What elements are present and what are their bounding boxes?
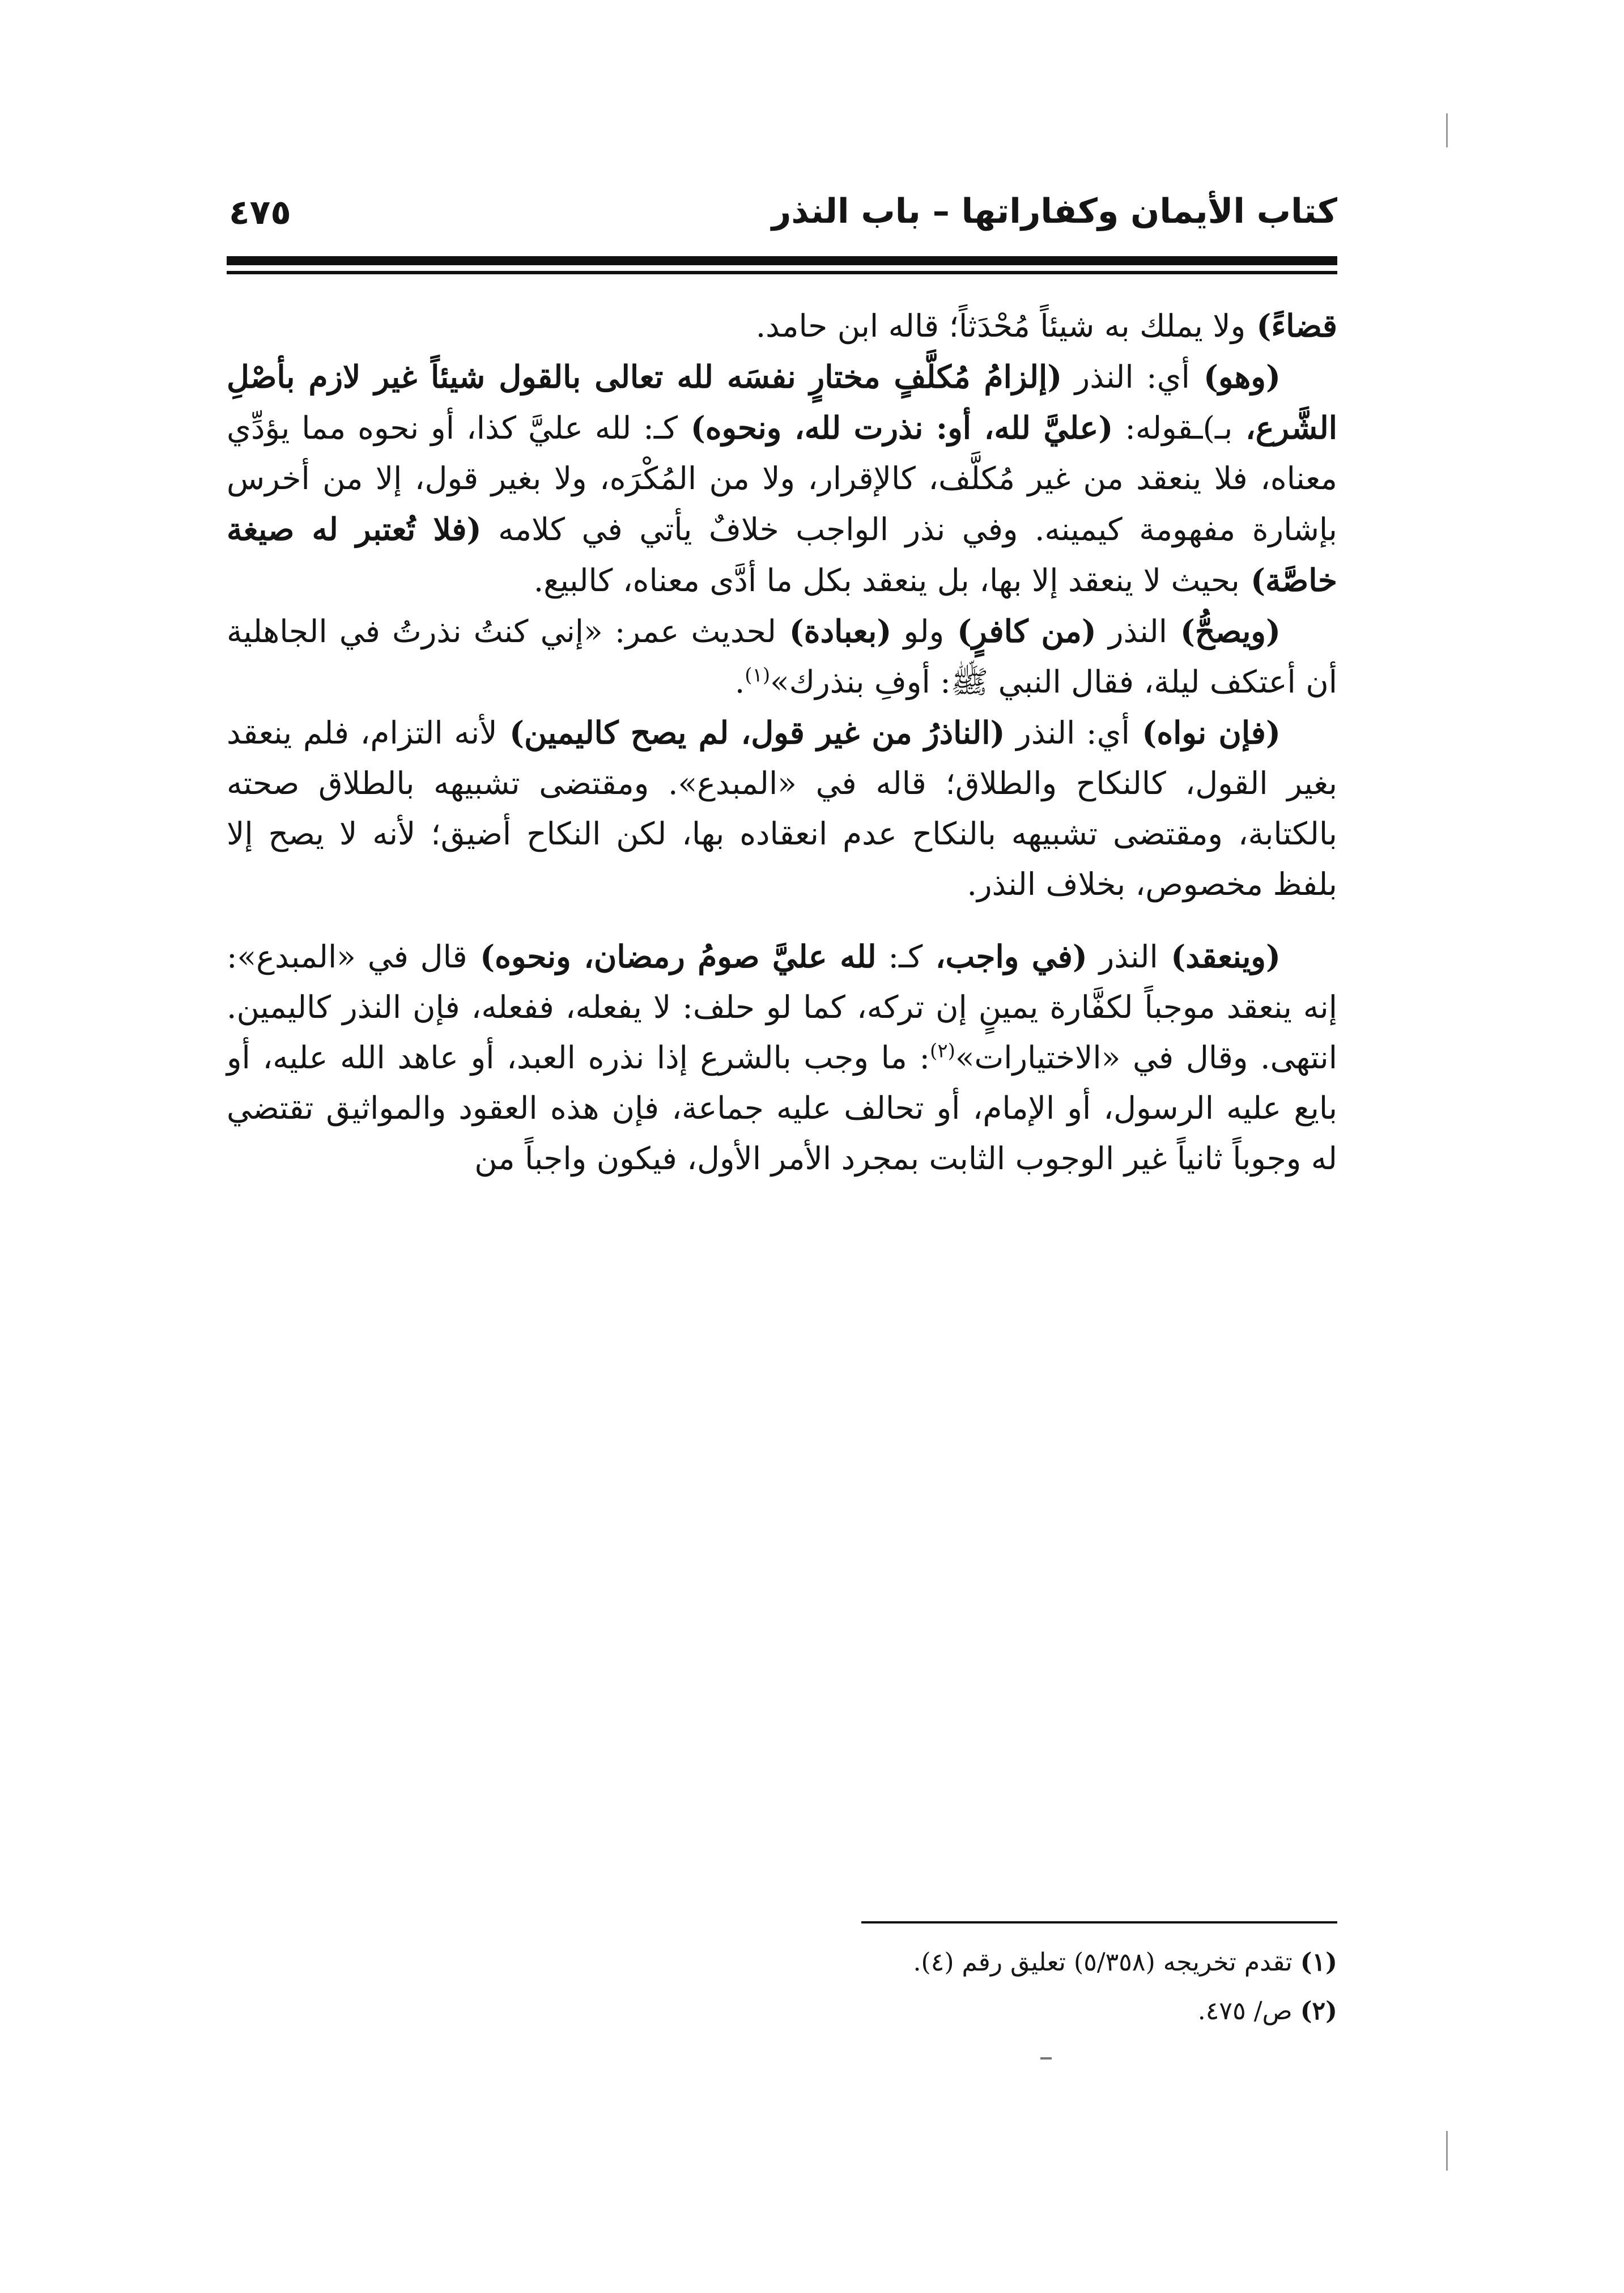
body-text: [227, 300, 1337, 1184]
matn-text: (فلا تُعتبر له صيغة خاصَّة): [227, 511, 1337, 598]
footnote-text: تقدم تخريجه (٥/٣٥٨) تعليق رقم (٤).: [913, 1948, 1300, 1977]
matn-text: (فإن نواه): [1129, 714, 1281, 751]
footnote-number: (١): [1300, 1948, 1337, 1977]
running-header: [227, 181, 1337, 261]
paragraph: [227, 606, 1337, 707]
sharh-text: أي: النذر: [1062, 359, 1190, 395]
matn-text: (وهو): [1189, 358, 1281, 395]
matn-text: (الناذرُ من غير قول، لم يصح كاليمين): [497, 714, 1005, 751]
footnotes: [227, 1938, 1337, 2036]
sharh-text: النذر: [1087, 939, 1158, 975]
footnote-text: ص/ ٤٧٥.: [1197, 1997, 1300, 2026]
sharh-text: .: [734, 664, 745, 700]
matn-text: (إلزامُ مُكلَّفٍ مختارٍ نفسَه لله تعالى بالقول شيئاً غير لازم بأصْلِ الشَّرع،: [227, 358, 1337, 446]
footnote: [227, 1938, 1337, 1987]
sharh-text: كـ: لله عليَّ كذا، أو نحوه مما يؤدِّي معناه، فلا ينعقد من غير مُكلَّف، كالإقرار، ولا من المُكْرَه، ولا بغير قول، إلا من أخرس بإشارة مفهومة كيمينه. وفي نذر الواجب خلافٌ يأتي في كلامه: [227, 410, 1337, 547]
footnote-ref: (٢): [930, 1039, 955, 1063]
matn-text: (بعبادة): [776, 613, 892, 649]
sharh-text: كـ:: [876, 939, 923, 975]
header-title: كتاب الأيمان وكفاراتها – باب النذر: [771, 192, 1337, 231]
matn-text: (عليَّ لله، أو: نذرت لله، ونحوه): [678, 409, 1113, 446]
page-number: ٤٧٥: [229, 193, 291, 232]
header-rule-thick: [227, 256, 1337, 265]
footnote-ref: (١): [745, 664, 771, 687]
header-rule-thin: [227, 271, 1337, 274]
footnote: [227, 1987, 1337, 2036]
sharh-text: لأنه التزام، فلم ينعقد بغير القول، كالنكاح والطلاق؛ قاله في «المبدع». ومقتضى تشبيهه بالطلاق صحته بالكتابة، ومقتضى تشبيهه بالنكاح عدم انعقاده بها، لكن النكاح أضيق؛ لأنه لا يصح إلا بلفظ مخصوص، بخلاف النذر.: [227, 715, 1337, 902]
footnote-number: (٢): [1300, 1997, 1337, 2026]
scan-mark-top: [1446, 113, 1448, 147]
matn-text: قضاءً): [1245, 307, 1337, 344]
sharh-text: قال في «المبدع»: إنه ينعقد موجباً لكفَّارة يمينٍ إن تركه، كما لو حلف: لا يفعله، ففعله، فإن النذر كاليمين. انتهى. وقال في «الاختيارات»: [227, 939, 1337, 1076]
paragraph: [227, 707, 1337, 910]
footnote-rule: [861, 1921, 1337, 1923]
sharh-text: ولو: [891, 613, 945, 649]
scan-dash: [1040, 2057, 1052, 2060]
sharh-text: : ما وجب بالشرع إذا نذره العبد، أو عاهد الله عليه، أو بايع عليه الرسول، أو الإمام، أو تحالف عليه جماعة، فإن هذه العقود والمواثيق تقتضي له وجوباً ثانياً غير الوجوب الثابت بمجرد الأمر الأول، فيكون واجباً من: [227, 1039, 1337, 1177]
paragraph: [227, 931, 1337, 1184]
paragraph: [227, 300, 1337, 351]
sharh-text: بحيث لا ينعقد إلا بها، بل ينعقد بكل ما أدَّى معناه، كالبيع.: [533, 562, 1240, 598]
matn-text: (من كافرٍ): [944, 613, 1096, 649]
sharh-text: لحديث عمر: «إني كنتُ نذرتُ في الجاهلية أن أعتكف ليلة، فقال النبي ﷺ: أوفِ بنذرك»: [227, 613, 1337, 700]
matn-text: (في واجب،: [922, 938, 1087, 975]
scan-mark-bottom: [1446, 2131, 1448, 2171]
matn-text: لله عليَّ صومُ رمضان، ونحوه): [467, 938, 877, 975]
matn-text: (ويصحُّ): [1167, 613, 1281, 649]
sharh-text: ولا يملك به شيئاً مُحْدَثاً؛ قاله ابن حامد.: [755, 308, 1246, 344]
sharh-text: النذر: [1096, 613, 1168, 649]
matn-text: (وينعقد): [1158, 938, 1281, 975]
sharh-text: أي: النذر: [1005, 715, 1130, 751]
paragraph: [227, 351, 1337, 606]
sharh-text: بـ)ـقوله:: [1113, 410, 1233, 446]
